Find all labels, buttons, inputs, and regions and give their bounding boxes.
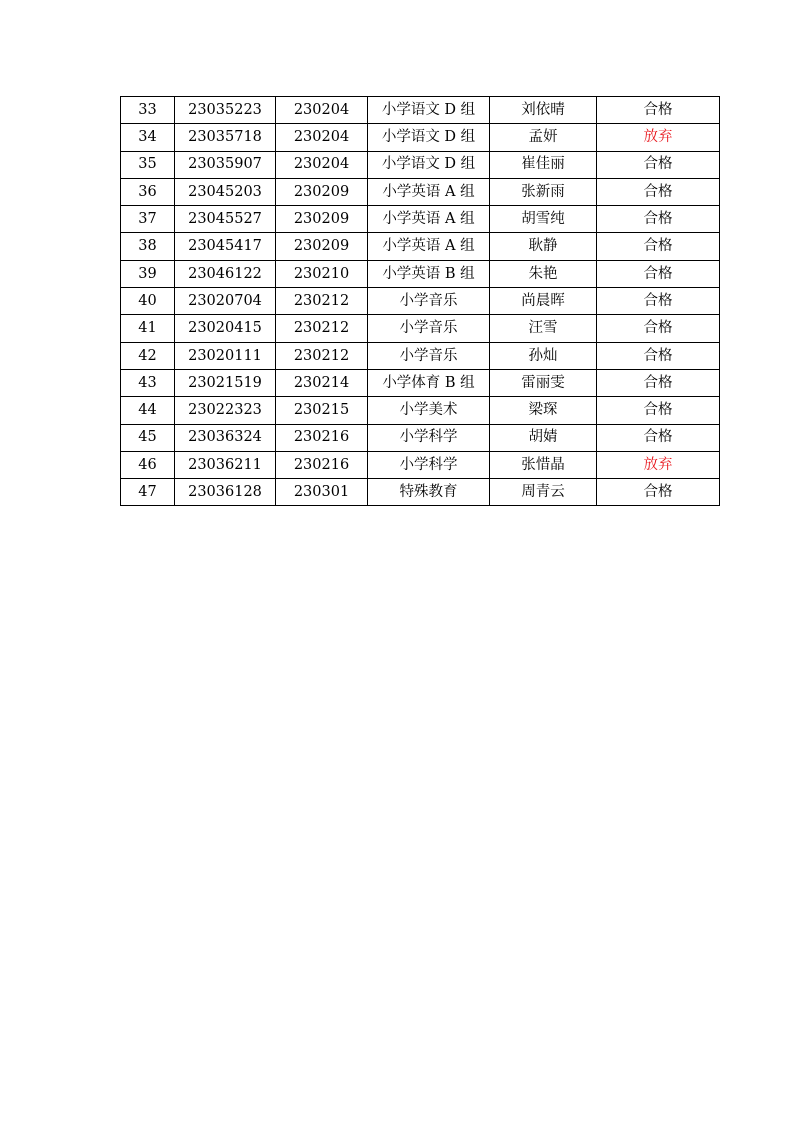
- candidate-name: 张惜晶: [490, 451, 597, 478]
- row-number: 35: [121, 151, 175, 178]
- status: 合格: [597, 206, 720, 233]
- post-code: 230209: [276, 233, 368, 260]
- exam-id: 23020415: [175, 315, 276, 342]
- row-number: 33: [121, 97, 175, 124]
- table-row: [121, 369, 720, 396]
- exam-id: 23045203: [175, 178, 276, 205]
- subject: 小学科学: [368, 451, 490, 478]
- table-row: [121, 151, 720, 178]
- status: 合格: [597, 397, 720, 424]
- table-row: [121, 424, 720, 451]
- results-table: [120, 96, 720, 506]
- exam-id: 23020704: [175, 288, 276, 315]
- table-row: [121, 315, 720, 342]
- exam-id: 23045417: [175, 233, 276, 260]
- post-code: 230216: [276, 424, 368, 451]
- row-number: 41: [121, 315, 175, 342]
- post-code: 230212: [276, 288, 368, 315]
- candidate-name: 张新雨: [490, 178, 597, 205]
- candidate-name: 刘依晴: [490, 97, 597, 124]
- row-number: 44: [121, 397, 175, 424]
- status: 合格: [597, 233, 720, 260]
- post-code: 230209: [276, 206, 368, 233]
- candidate-name: 雷丽雯: [490, 369, 597, 396]
- row-number: 34: [121, 124, 175, 151]
- exam-id: 23036211: [175, 451, 276, 478]
- status: 合格: [597, 342, 720, 369]
- status-abandoned: 放弃: [597, 451, 720, 478]
- post-code: 230216: [276, 451, 368, 478]
- post-code: 230214: [276, 369, 368, 396]
- exam-id: 23020111: [175, 342, 276, 369]
- table-row: [121, 124, 720, 151]
- status: 合格: [597, 260, 720, 287]
- candidate-name: 耿静: [490, 233, 597, 260]
- exam-id: 23021519: [175, 369, 276, 396]
- row-number: 36: [121, 178, 175, 205]
- candidate-name: 胡雪纯: [490, 206, 597, 233]
- row-number: 42: [121, 342, 175, 369]
- row-number: 37: [121, 206, 175, 233]
- table-row: [121, 479, 720, 506]
- exam-id: 23022323: [175, 397, 276, 424]
- post-code: 230204: [276, 151, 368, 178]
- status: 合格: [597, 369, 720, 396]
- post-code: 230301: [276, 479, 368, 506]
- status-abandoned: 放弃: [597, 124, 720, 151]
- subject: 小学语文 D 组: [368, 97, 490, 124]
- subject: 小学语文 D 组: [368, 124, 490, 151]
- table-row: [121, 342, 720, 369]
- candidate-name: 朱艳: [490, 260, 597, 287]
- status: 合格: [597, 479, 720, 506]
- subject: 小学音乐: [368, 342, 490, 369]
- status: 合格: [597, 288, 720, 315]
- post-code: 230204: [276, 97, 368, 124]
- table-row: [121, 233, 720, 260]
- subject: 小学英语 A 组: [368, 178, 490, 205]
- subject: 特殊教育: [368, 479, 490, 506]
- exam-id: 23046122: [175, 260, 276, 287]
- table-row: [121, 206, 720, 233]
- candidate-name: 汪雪: [490, 315, 597, 342]
- post-code: 230212: [276, 342, 368, 369]
- subject: 小学美术: [368, 397, 490, 424]
- post-code: 230209: [276, 178, 368, 205]
- row-number: 39: [121, 260, 175, 287]
- post-code: 230215: [276, 397, 368, 424]
- exam-id: 23045527: [175, 206, 276, 233]
- candidate-name: 胡婧: [490, 424, 597, 451]
- subject: 小学音乐: [368, 315, 490, 342]
- exam-id: 23036128: [175, 479, 276, 506]
- post-code: 230210: [276, 260, 368, 287]
- row-number: 47: [121, 479, 175, 506]
- subject: 小学音乐: [368, 288, 490, 315]
- post-code: 230212: [276, 315, 368, 342]
- candidate-name: 孟妍: [490, 124, 597, 151]
- candidate-name: 梁琛: [490, 397, 597, 424]
- status: 合格: [597, 97, 720, 124]
- subject: 小学体育 B 组: [368, 369, 490, 396]
- candidate-name: 孙灿: [490, 342, 597, 369]
- status: 合格: [597, 315, 720, 342]
- subject: 小学语文 D 组: [368, 151, 490, 178]
- table-row: [121, 288, 720, 315]
- status: 合格: [597, 424, 720, 451]
- exam-id: 23035718: [175, 124, 276, 151]
- candidate-name: 尚晨晖: [490, 288, 597, 315]
- table-row: [121, 260, 720, 287]
- subject: 小学英语 A 组: [368, 206, 490, 233]
- row-number: 46: [121, 451, 175, 478]
- row-number: 38: [121, 233, 175, 260]
- status: 合格: [597, 178, 720, 205]
- candidate-name: 崔佳丽: [490, 151, 597, 178]
- subject: 小学英语 B 组: [368, 260, 490, 287]
- status: 合格: [597, 151, 720, 178]
- table-row: [121, 97, 720, 124]
- candidate-name: 周青云: [490, 479, 597, 506]
- subject: 小学科学: [368, 424, 490, 451]
- table-row: [121, 397, 720, 424]
- row-number: 43: [121, 369, 175, 396]
- exam-id: 23035223: [175, 97, 276, 124]
- table-row: [121, 451, 720, 478]
- exam-id: 23035907: [175, 151, 276, 178]
- row-number: 40: [121, 288, 175, 315]
- exam-id: 23036324: [175, 424, 276, 451]
- post-code: 230204: [276, 124, 368, 151]
- row-number: 45: [121, 424, 175, 451]
- table-row: [121, 178, 720, 205]
- subject: 小学英语 A 组: [368, 233, 490, 260]
